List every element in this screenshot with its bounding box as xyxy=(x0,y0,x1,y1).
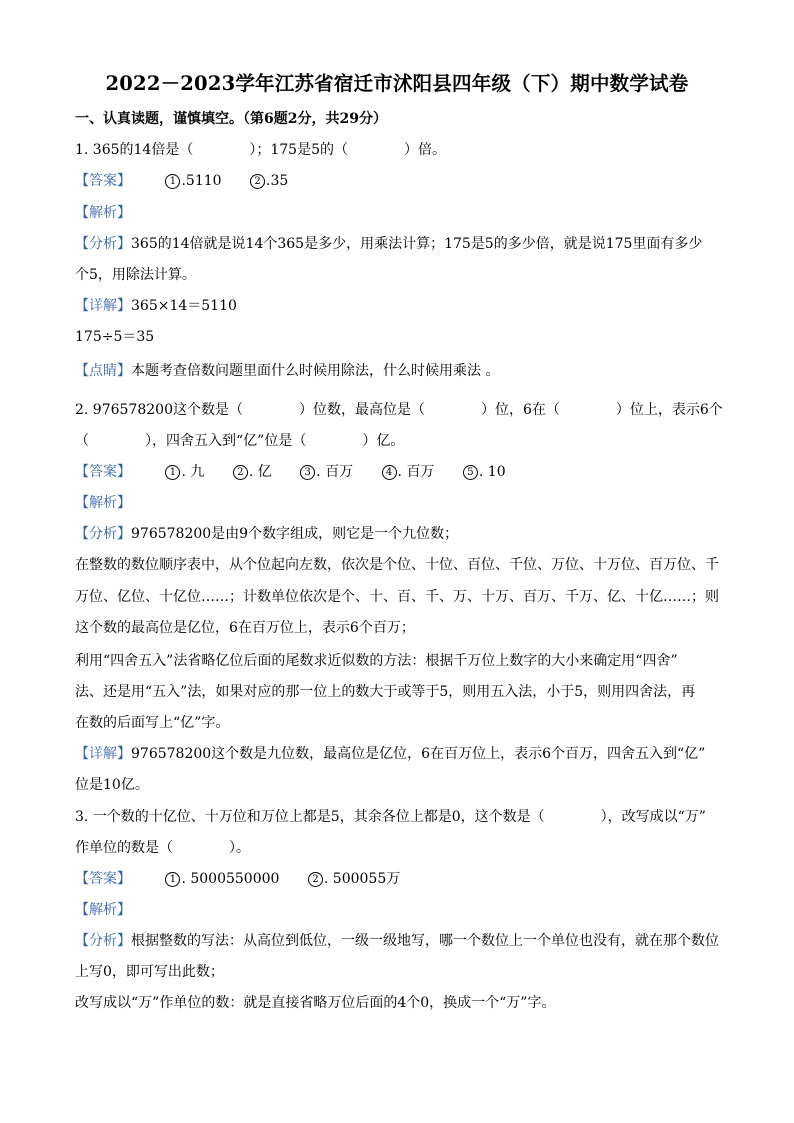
answer-label: 【答案】 xyxy=(75,173,131,189)
q3-fenxi xyxy=(75,932,725,950)
q2-fenxi-cont: 这个数的最高位是亿位，6在百万位上，表示6个百万； xyxy=(75,620,415,636)
answer-item: 2 .35 xyxy=(250,172,288,190)
q2-fenxi-cont: 在数的后面写上“亿”字。 xyxy=(75,715,230,731)
circled-number: 2 xyxy=(233,465,248,480)
answer-item: 2 . 500055万 xyxy=(308,870,400,888)
q3-answer-row xyxy=(75,870,725,888)
q1-fenxi-cont: 个5，用除法计算。 xyxy=(75,267,196,283)
dianjing-label: 【点睛】 xyxy=(75,363,131,379)
fenxi-text: 976578200是由9个数字组成，则它是一个九位数； xyxy=(131,526,459,542)
circled-number: 1 xyxy=(165,465,180,480)
q2-fenxi-cont: 在整数的数位顺序表中，从个位起向左数，依次是个位、十位、百位、千位、万位、十万位、百万位、千 xyxy=(75,557,719,573)
answer-label: 【答案】 xyxy=(75,464,131,480)
q1-xiangjie-cont: 175÷5＝35 xyxy=(75,329,155,345)
question-2-cont: （ ），四舍五入到“亿”位是（ ）亿。 xyxy=(75,433,405,449)
fenxi-label: 【分析】 xyxy=(75,933,131,949)
question-3: 3. 一个数的十亿位、十万位和万位上都是5，其余各位上都是0，这个数是（ ），改写成以“万” xyxy=(75,809,706,825)
q3-fenxi-cont: 改写成以“万”作单位的数：就是直接省略万位后面的4个0，换成一个“万”字。 xyxy=(75,995,556,1011)
question-2: 2. 976578200这个数是（ ）位数，最高位是（ ）位，6在（ ）位上，表示6个 xyxy=(75,402,723,418)
answer-text: 35 xyxy=(270,173,289,189)
q2-xiangjie-cont: 位是10亿。 xyxy=(75,777,149,793)
answer-values xyxy=(165,871,424,887)
q1-answer-row xyxy=(75,172,725,190)
question-1: 1. 365的14倍是（ ）；175是5的（ ）倍。 xyxy=(75,142,446,158)
xiangjie-text: 365×14＝5110 xyxy=(131,298,237,314)
q1-dianjing xyxy=(75,362,725,380)
dianjing-text: 本题考查倍数问题里面什么时候用除法，什么时候用乘法 。 xyxy=(131,363,500,379)
q2-fenxi-cont: 法、还是用“五入”法，如果对应的那一位上的数大于或等于5，则用五入法，小于5，则用四舍法，再 xyxy=(75,684,696,700)
answer-text: 百万 xyxy=(325,464,354,480)
answer-text: 10 xyxy=(487,464,506,480)
answer-item: 1 . 九 xyxy=(165,463,204,481)
fenxi-label: 【分析】 xyxy=(75,236,131,252)
circled-number: 5 xyxy=(463,465,478,480)
answer-item: 1 .5110 xyxy=(165,172,221,190)
circled-number: 1 xyxy=(165,872,180,887)
q2-fenxi-cont: 利用“四舍五入”法省略亿位后面的尾数求近似数的方法：根据千万位上数字的大小来确定用“四舍” xyxy=(75,653,678,669)
answer-text: 5110 xyxy=(185,173,222,189)
q2-answer-row xyxy=(75,463,725,481)
question-3-cont: 作单位的数是（ ）。 xyxy=(75,840,250,856)
answer-values xyxy=(165,173,312,189)
answer-item: 5 . 10 xyxy=(463,463,506,481)
xiangjie-text: 976578200这个数是九位数，最高位是亿位，6在百万位上，表示6个百万，四舍五入到“亿” xyxy=(131,746,706,762)
xiangjie-label: 【详解】 xyxy=(75,298,131,314)
q1-fenxi xyxy=(75,235,725,253)
answer-text: 九 xyxy=(190,464,205,480)
circled-number: 4 xyxy=(382,465,397,480)
fenxi-text: 根据整数的写法：从高位到低位，一级一级地写，哪一个数位上一个单位也没有，就在那个数位 xyxy=(131,933,719,949)
q3-fenxi-cont: 上写0，即可写出此数； xyxy=(75,964,224,980)
q1-xiangjie xyxy=(75,297,725,315)
answer-item: 2 . 亿 xyxy=(233,463,272,481)
fenxi-label: 【分析】 xyxy=(75,526,131,542)
page-title: 2022－2023学年江苏省宿迁市沭阳县四年级（下）期中数学试卷 xyxy=(105,72,689,95)
answer-item: 4 . 百万 xyxy=(382,463,435,481)
circled-number: 1 xyxy=(165,174,180,189)
answer-values xyxy=(165,464,529,480)
answer-item: 1 . 5000550000 xyxy=(165,870,279,888)
analysis-heading: 【解析】 xyxy=(75,205,131,221)
analysis-heading: 【解析】 xyxy=(75,902,131,918)
circled-number: 2 xyxy=(250,174,265,189)
analysis-heading: 【解析】 xyxy=(75,495,131,511)
fenxi-text: 365的14倍就是说14个365是多少，用乘法计算；175是5的多少倍，就是说175里面有多少 xyxy=(131,236,703,252)
circled-number: 2 xyxy=(308,872,323,887)
circled-number: 3 xyxy=(300,465,315,480)
answer-text: 百万 xyxy=(406,464,435,480)
answer-text: 亿 xyxy=(257,464,272,480)
q2-xiangjie xyxy=(75,745,725,763)
answer-text: 500055万 xyxy=(332,871,401,887)
answer-item: 3 . 百万 xyxy=(300,463,353,481)
xiangjie-label: 【详解】 xyxy=(75,746,131,762)
answer-text: 5000550000 xyxy=(190,871,280,887)
section-heading: 一、认真读题，谨慎填空。（第6题2分，共29分） xyxy=(75,111,387,127)
q2-fenxi-cont: 万位、亿位、十亿位……；计数单位依次是个、十、百、千、万、十万、百万、千万、亿、十亿……；则 xyxy=(75,589,719,605)
q2-fenxi xyxy=(75,525,725,543)
answer-label: 【答案】 xyxy=(75,871,131,887)
